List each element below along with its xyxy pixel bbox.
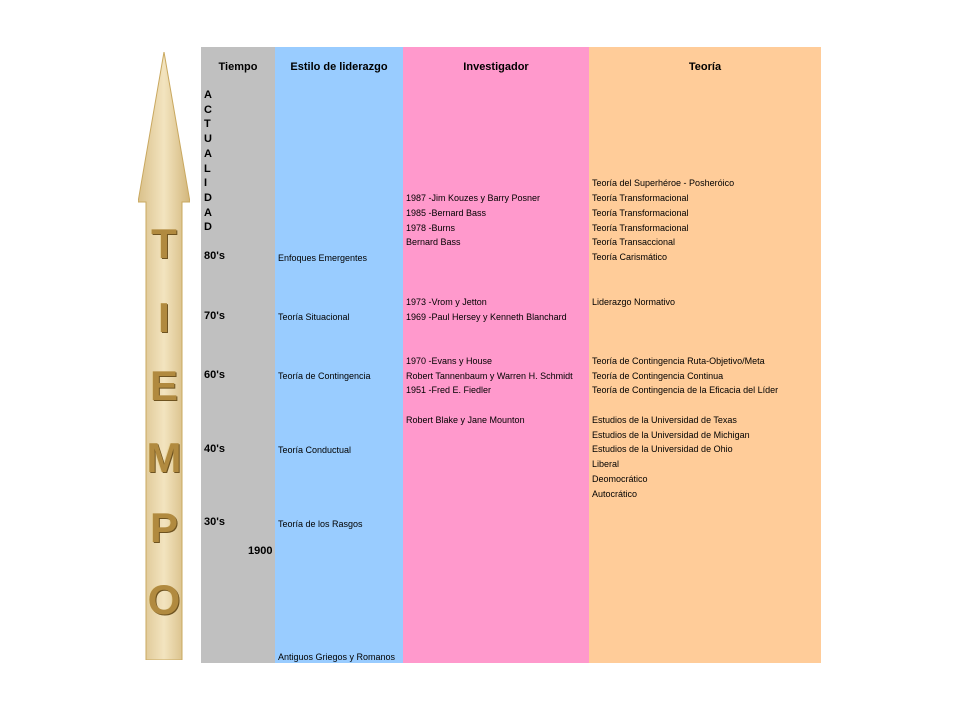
teoria-cell: Teoría Transformacional bbox=[592, 208, 689, 218]
actualidad-vertical-label bbox=[204, 88, 212, 235]
actualidad-letter: L bbox=[204, 162, 211, 175]
actualidad-letter: A bbox=[204, 89, 212, 101]
estilo-cell: Enfoques Emergentes bbox=[278, 253, 368, 263]
column-teoria bbox=[589, 47, 821, 663]
teoria-cell: Estudios de la Universidad de Michigan bbox=[592, 430, 750, 440]
tiempo-letter: E bbox=[149, 362, 178, 409]
estilo-cell: Antiguos Griegos y Romanos bbox=[278, 652, 396, 662]
actualidad-letter: U bbox=[204, 133, 212, 146]
tiempo-arrow bbox=[138, 52, 190, 660]
estilo-cell: Teoría de Contingencia bbox=[278, 371, 371, 381]
investigador-cell: 1973 -Vrom y Jetton bbox=[406, 297, 487, 307]
investigador-cell: 1987 -Jim Kouzes y Barry Posner bbox=[406, 193, 541, 203]
decade-label: 80's bbox=[204, 250, 225, 262]
teoria-cell: Liderazgo Normativo bbox=[592, 297, 676, 307]
year-1900-label: 1900 bbox=[248, 545, 273, 557]
estilo-cell: Teoría Situacional bbox=[278, 312, 350, 322]
actualidad-letter: I bbox=[204, 177, 208, 190]
header-teoria: Teoría bbox=[688, 61, 722, 73]
decade-label: 60's bbox=[204, 369, 225, 381]
tiempo-letter: P bbox=[149, 504, 178, 551]
investigador-cell: Bernard Bass bbox=[406, 237, 461, 247]
header-estilo: Estilo de liderazgo bbox=[290, 61, 388, 73]
estilo-cell: Teoría de los Rasgos bbox=[278, 519, 363, 529]
investigador-cell: 1970 -Evans y House bbox=[406, 356, 493, 366]
decade-label: 40's bbox=[204, 443, 225, 455]
actualidad-letter: C bbox=[204, 103, 212, 116]
teoria-cell: Teoría Carismático bbox=[592, 252, 668, 262]
actualidad-letter: D bbox=[204, 191, 212, 204]
header-tiempo: Tiempo bbox=[218, 61, 258, 73]
teoria-cell: Teoría Transformacional bbox=[592, 223, 689, 233]
investigador-cell: 1969 -Paul Hersey y Kenneth Blanchard bbox=[406, 312, 567, 322]
teoria-cell: Teoría de Contingencia Ruta-Objetivo/Meta bbox=[592, 356, 765, 366]
estilo-cell: Teoría Conductual bbox=[278, 445, 352, 455]
investigador-cell: Robert Tannenbaum y Warren H. Schmidt bbox=[406, 371, 573, 381]
tiempo-letter: O bbox=[147, 576, 181, 623]
decade-label: 30's bbox=[204, 516, 225, 528]
investigador-cell: 1978 -Burns bbox=[406, 223, 456, 233]
leadership-timeline-table bbox=[201, 47, 821, 663]
tiempo-letter: T bbox=[151, 220, 177, 267]
column-tiempo bbox=[201, 47, 275, 663]
actualidad-letter: D bbox=[204, 221, 212, 234]
tiempo-letter: I bbox=[158, 294, 170, 341]
teoria-cell: Liberal bbox=[592, 459, 620, 469]
column-estilo bbox=[275, 47, 403, 663]
actualidad-letter: T bbox=[204, 118, 211, 131]
decade-label: 70's bbox=[204, 310, 225, 322]
teoria-cell: Teoría del Superhéroe - Posheróico bbox=[592, 178, 735, 188]
teoria-cell: Teoría Transaccional bbox=[592, 237, 676, 247]
teoria-cell: Autocrático bbox=[592, 489, 638, 499]
actualidad-letter: A bbox=[204, 206, 212, 219]
tiempo-letter: M bbox=[146, 434, 182, 481]
teoria-cell: Estudios de la Universidad de Texas bbox=[592, 415, 737, 425]
arrow-shape bbox=[138, 52, 190, 660]
column-investigador bbox=[403, 47, 589, 663]
teoria-cell: Deomocrático bbox=[592, 474, 648, 484]
investigador-cell: 1985 -Bernard Bass bbox=[406, 208, 487, 218]
teoria-cell: Teoría de Contingencia de la Eficacia del Líder bbox=[592, 385, 779, 395]
teoria-cell: Estudios de la Universidad de Ohio bbox=[592, 444, 733, 454]
teoria-cell: Teoría de Contingencia Continua bbox=[592, 371, 724, 381]
actualidad-letter: A bbox=[204, 147, 212, 160]
investigador-cell: 1951 -Fred E. Fiedler bbox=[406, 385, 492, 395]
investigador-cell: Robert Blake y Jane Mounton bbox=[406, 415, 525, 425]
header-investigador: Investigador bbox=[463, 61, 529, 73]
teoria-cell: Teoría Transformacional bbox=[592, 193, 689, 203]
